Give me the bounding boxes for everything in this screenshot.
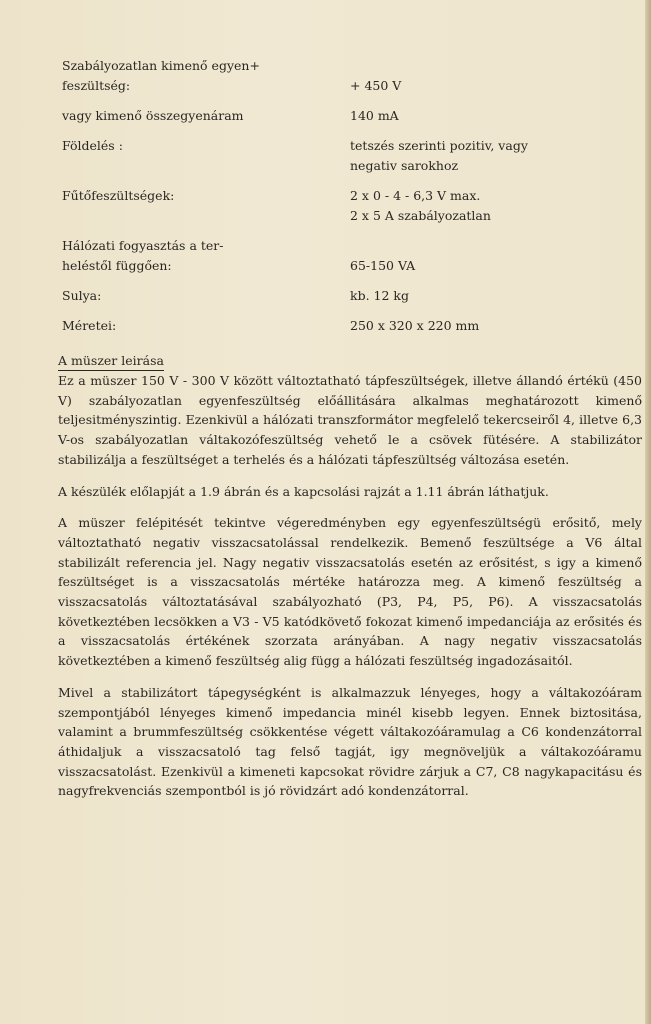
page-edge <box>645 0 651 1024</box>
spec-value: + 450 V <box>350 78 402 93</box>
paragraph: A müszer felépitését tekintve végeredményben egy egyenfeszültségü erősitő, mely változtatható negativ visszacsatolással rendelkezik. Bemenő feszültsége a V6 által stabilizált referencia jel. Nagy negativ visszacsatolás esetén az erősitést, s igy a kimenő feszültséget is a visszacsatolás mértéke határozza meg. A kimenő feszültség a visszacsatolás változtatásával szabályozható (P3, P4, P5, P6). A visszacsatolás következtében lecsökken a V3 - V5 katódkövető fokozat kimenő impedanciája az erősités és a visszacsatolás értékének szorzata arányában. A nagy negativ visszacsatolás következtében a kimenő feszültség alig függ a hálózati feszültség ingadozásaitól. <box>58 515 642 669</box>
paragraph: A készülék előlapját a 1.9 ábrán és a kapcsolási rajzát a 1.11 ábrán láthatjuk. <box>58 483 549 499</box>
section-heading: A müszer leirása <box>58 352 164 371</box>
spec-row <box>62 236 622 276</box>
spec-value: 250 x 320 x 220 mm <box>350 318 480 333</box>
paragraph: Mivel a stabilizátort tápegységként is alkalmazzuk lényeges, hogy a váltakozóáram szempontjából lényeges kimenő impedancia minél kisebb legyen. Ennek biztositása, valamint a brummfeszültség csökkentése végett váltakozóáramulag a C6 kondenzátorral áthidaljuk a visszacsatoló tag felső tagját, igy megnöveljük a váltakozóáramu visszacsatolást. Ezenkivül a kimeneti kapcsokat rövidre zárjuk a C7, C8 nagykapacitásu és nagyfrekvenciás szempontból is jó rövidzárt adó kondenzátorral. <box>58 684 642 799</box>
spec-label: Szabályozatlan kimenő egyen+ feszültség: <box>62 58 260 93</box>
description-section <box>58 351 642 813</box>
spec-row <box>62 136 622 176</box>
spec-label: vagy kimenő összegyenáram <box>62 108 244 123</box>
spec-label: Hálózati fogyasztás a ter- heléstől függően: <box>62 238 224 273</box>
spec-row <box>62 106 622 126</box>
spec-value: tetszés szerinti pozitiv, vagy negativ sarokhoz <box>350 138 528 173</box>
spec-value: 140 mA <box>350 108 399 123</box>
specification-list <box>62 56 622 346</box>
spec-value: 65-150 VA <box>350 258 416 273</box>
spec-value: kb. 12 kg <box>350 288 409 303</box>
spec-row <box>62 286 622 306</box>
spec-row <box>62 186 622 226</box>
spec-label: Fűtőfeszültségek: <box>62 188 175 203</box>
spec-label: Sulya: <box>62 288 102 303</box>
spec-value: 2 x 0 - 4 - 6,3 V max. 2 x 5 A szabályozatlan <box>350 188 491 223</box>
paragraph: Ez a müszer 150 V - 300 V között változtatható tápfeszültségek, illetve állandó értékü (450 V) szabályozatlan egyenfeszültség előállitására alkalmas meghatározott kimenő teljesitményszintig. Ezenkivül a hálózati transzformátor megfelelő tekercseiről 4, illetve 6,3 V-os szabályozatlan váltakozófeszültség vehető le a csövek fütésére. A stabilizátor stabilizálja a feszültséget a terhelés és a hálózati tápfeszültség változása esetén. <box>58 373 642 467</box>
spec-row <box>62 56 622 96</box>
spec-row <box>62 316 622 336</box>
spec-label: Földelés : <box>62 138 123 153</box>
spec-label: Méretei: <box>62 318 117 333</box>
